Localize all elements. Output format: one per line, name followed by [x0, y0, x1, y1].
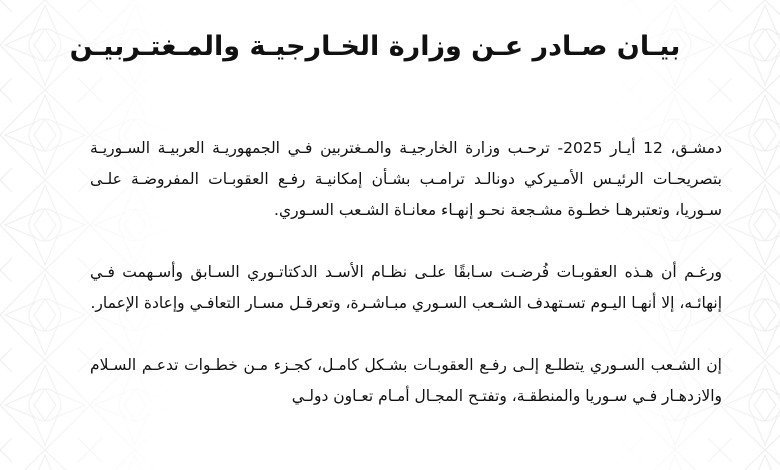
statement-paragraph-1: دمشـق، 12 أيـار 2025- ترحـب وزارة الخارجيـة والمـغتربين فـي الجمهوريـة العربيـة السـوريـة بتصريحـات الرئيـس الأمـيركي دونالـد ترامـب بشـأن إمكانيـة رفـع العقوبـات المفروضـة علـى سـوريا، وتعتبرهـا خطـوة مشـجعة نحـو إنهـاء معانـاة الشـعب السـوري.: [90, 139, 722, 219]
statement-body: [90, 133, 722, 443]
statement-paragraph-3: إن الشـعب السـوري يتطلـع إلـى رفـع العقوبـات بشـكل كامـل، كجـزء مـن خطـوات تدعـم السـلام والازدهـار فـي سـوريا والمنطقـة، وتفتـح المجـال أمـام تعـاون دولـي: [90, 356, 722, 405]
statement-title: بيـان صـادر عـن وزارة الخـارجيـة والمـغتـربيـن: [69, 31, 681, 62]
statement-paragraph-2: ورغـم أن هـذه العقوبـات فُرضـت سـابقًا علـى نظـام الأسـد الدكتاتـوري السـابق وأسـهمت فـي إنهائـه، إلا أنهـا اليـوم تسـتهدف الشـعب السـوري مبـاشـرة، وتعرقـل مسـار التعافـي وإعادة الإعمار.: [90, 263, 722, 312]
